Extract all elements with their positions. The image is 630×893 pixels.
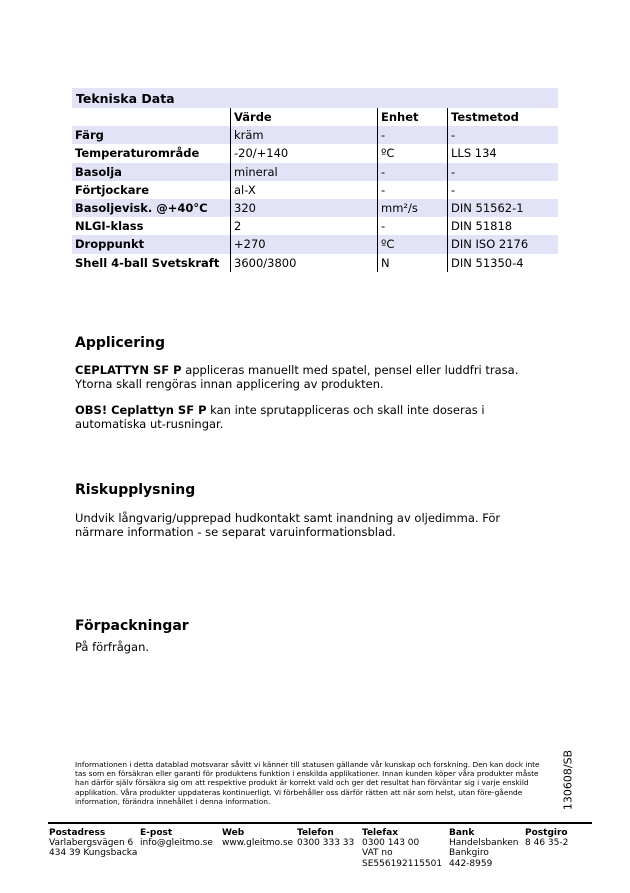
- document-id-text: 130608/SB: [561, 749, 575, 811]
- footer-bank: [449, 828, 519, 869]
- unit-cell: -: [378, 217, 448, 235]
- property-cell: Färg: [72, 126, 231, 144]
- tech-data-title: Tekniska Data: [76, 91, 175, 106]
- email-link[interactable]: info@gleitmo.se: [140, 838, 213, 849]
- header-cell: Testmetod: [448, 108, 559, 126]
- property-cell: Shell 4-ball Svetskraft: [75, 255, 220, 270]
- footer-label: E-post: [140, 828, 173, 838]
- footer-telefax: [362, 828, 442, 869]
- header-cell: [72, 108, 231, 126]
- footer-postadress: [49, 828, 137, 859]
- table-row: [72, 181, 558, 199]
- value-cell: -20/+140: [231, 144, 378, 162]
- value-cell: +270: [231, 235, 378, 253]
- method-cell: -: [448, 163, 559, 181]
- footer-value: 0300 333 33: [297, 838, 355, 849]
- value-cell: kräm: [231, 126, 378, 144]
- footer-value: Handelsbanken: [449, 838, 519, 849]
- method-cell: DIN 51350-4: [448, 254, 559, 272]
- applicering-paragraph-2: [75, 403, 550, 431]
- unit-cell: N: [378, 254, 448, 272]
- tech-header-row: [72, 108, 558, 126]
- table-row: [72, 254, 558, 272]
- footer-value: 442-8959: [449, 858, 493, 869]
- method-cell: -: [448, 181, 559, 199]
- footer-label: Telefon: [297, 828, 334, 838]
- footer-label: Telefax: [362, 828, 399, 838]
- footer-value: 0300 143 00: [362, 838, 420, 849]
- method-cell: DIN 51562-1: [448, 199, 559, 217]
- applicering-paragraph-1: [75, 363, 550, 391]
- property-cell: Droppunkt: [72, 235, 231, 253]
- footer-value: 8 46 35-2: [525, 838, 569, 849]
- table-row: [72, 144, 558, 162]
- unit-cell: -: [378, 163, 448, 181]
- risk-paragraph: Undvik långvarig/upprepad hudkontakt samt inandning av oljedimma. För närmare information - se separat varuinformationsblad.: [75, 511, 501, 539]
- value-cell: al-X: [231, 181, 378, 199]
- footer-telefon: [297, 828, 354, 848]
- document-id: [548, 748, 588, 812]
- method-cell: DIN 51818: [448, 217, 559, 235]
- footer-label: Postgiro: [525, 828, 568, 838]
- packaging-text: På förfrågan.: [75, 640, 150, 654]
- value-cell: mineral: [231, 163, 378, 181]
- value-cell: 320: [231, 199, 378, 217]
- footer-value: 434 39 Kungsbacka: [49, 848, 138, 859]
- table-row: [72, 163, 558, 181]
- unit-cell: -: [378, 126, 448, 144]
- footer-label: Web: [222, 828, 245, 838]
- paragraph-text: appliceras manuellt med spatel, pensel eller luddfri trasa. Ytorna skall rengöras innan applicering av produkten.: [75, 363, 519, 391]
- paragraph-text: kan inte sprutappliceras och skall inte doseras i automatiska ut-rusningar.: [75, 403, 485, 431]
- tech-data-table: [72, 108, 558, 272]
- property-cell: Förtjockare: [75, 182, 149, 197]
- property-cell: Basolja: [72, 163, 231, 181]
- footer-label: Postadress: [49, 828, 106, 838]
- value-cell: 3600/3800: [231, 254, 378, 272]
- method-cell: LLS 134: [448, 144, 559, 162]
- footer-postgiro: [525, 828, 568, 848]
- risk-heading: Riskupplysning: [75, 482, 196, 498]
- footer-label: Bank: [449, 828, 475, 838]
- property-cell: Basoljevisk. @+40°C: [72, 199, 231, 217]
- applicering-heading: Applicering: [75, 335, 165, 351]
- value-cell: 2: [231, 217, 378, 235]
- footer-value: Bankgiro: [449, 848, 489, 859]
- header-cell: Enhet: [378, 108, 448, 126]
- footer-divider: [48, 822, 592, 824]
- unit-cell: mm²/s: [378, 199, 448, 217]
- header-cell: Värde: [231, 108, 378, 126]
- property-cell: Temperaturområde: [75, 146, 200, 161]
- unit-cell: ºC: [378, 144, 448, 162]
- footer-web: [222, 828, 293, 848]
- tech-data-title-bar: [72, 88, 558, 108]
- notice-label: OBS! Ceplattyn SF P: [75, 403, 207, 417]
- product-name: CEPLATTYN SF P: [75, 363, 182, 377]
- table-row: [72, 235, 558, 253]
- table-row: [72, 126, 558, 144]
- property-cell: NLGI-klass: [75, 219, 144, 234]
- table-row: [72, 217, 558, 235]
- footer-value: Varlabergsvägen 6: [49, 838, 134, 849]
- footer-value: VAT no: [362, 848, 393, 859]
- footer-value: SE556192115501: [362, 858, 443, 869]
- web-link[interactable]: www.gleitmo.se: [222, 838, 294, 849]
- table-row: [72, 199, 558, 217]
- unit-cell: -: [378, 181, 448, 199]
- method-cell: -: [448, 126, 559, 144]
- packaging-heading: Förpackningar: [75, 618, 189, 634]
- unit-cell: ºC: [378, 235, 448, 253]
- disclaimer-text: Informationen i detta datablad motsvarar såvitt vi känner till statusen gällande vår kunskap och forskning. Den kan dock inte tas som en försäkran eller garanti för produktens funktion i enskilda applikationer. Innan kunden köper våra produkter måste han därför själv försäkra sig om att respektive produkt är korrekt vald och ger det resultat han förväntar sig i varje enskild applikation. Våra produkter uppdateras kontinuerligt. Vi förbehåller oss därför rätten att när som helst, utan före-gående information, förändra innehållet i denna information.: [75, 760, 540, 806]
- method-cell: DIN ISO 2176: [448, 235, 559, 253]
- footer-epost: [140, 828, 213, 848]
